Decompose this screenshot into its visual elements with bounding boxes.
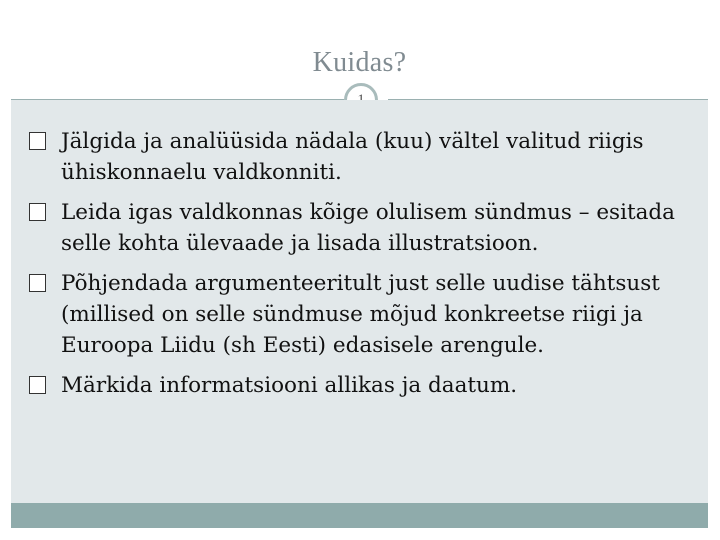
bullet-item	[26, 370, 696, 401]
bullet-square-icon	[29, 376, 46, 394]
bullet-text: Põhjendada argumenteeritult just selle uudise tähtsust (millised on selle sündmuse mõjud konkreetse riigi ja Euroopa Liidu (sh Eesti) edasisele arengule.	[61, 271, 660, 358]
bullet-item	[26, 197, 696, 259]
bullet-item	[26, 126, 696, 188]
bullet-text: Jälgida ja analüüsida nädala (kuu) vältel valitud riigis ühiskonnaelu valdkonniti.	[61, 129, 644, 185]
bullet-square-icon	[29, 274, 46, 292]
footer-bar	[11, 503, 708, 528]
slide-title: Kuidas?	[312, 47, 407, 78]
bullet-square-icon	[29, 132, 46, 150]
bullet-item	[26, 268, 696, 361]
bullet-text: Leida igas valdkonnas kõige olulisem sündmus – esitada selle kohta ülevaade ja lisada illustratsioon.	[61, 200, 675, 256]
bullet-square-icon	[29, 203, 46, 221]
bullet-text: Märkida informatsiooni allikas ja daatum.	[61, 373, 518, 398]
bullet-list	[26, 126, 696, 410]
